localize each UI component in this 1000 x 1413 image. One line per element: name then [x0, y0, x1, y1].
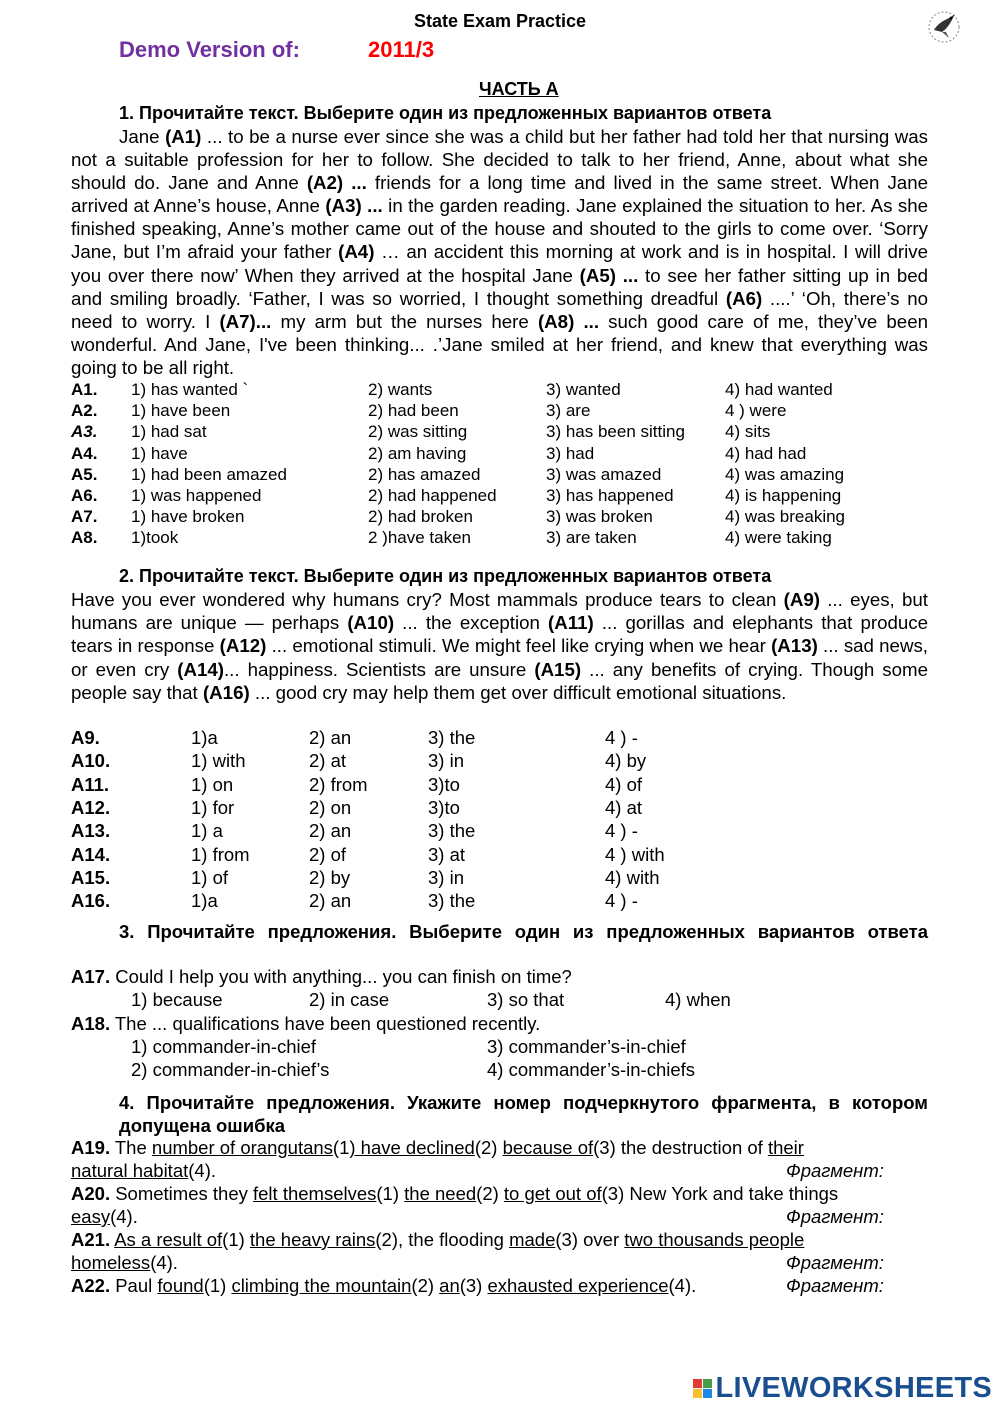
answer-option-4[interactable]: 4 ) were [725, 401, 787, 421]
answer-option-3[interactable]: 3) at [428, 843, 466, 865]
answer-option-2[interactable]: 2) has amazed [368, 464, 481, 484]
question-a21-line-2 [71, 1252, 178, 1274]
answer-option-3[interactable]: 3) the [428, 890, 476, 912]
part-a-title: ЧАСТЬ А [479, 79, 559, 99]
gap-marker: (A14) [177, 658, 224, 680]
a17-option-1[interactable]: 1) because [131, 989, 223, 1010]
a18-option-4[interactable]: 4) commander’s-in-chiefs [487, 1059, 696, 1080]
answer-option-2[interactable]: 2) of [309, 843, 347, 865]
answer-option-3[interactable]: 3)to [428, 796, 460, 818]
answer-option-2[interactable]: 2) on [309, 796, 352, 818]
answer-option-4[interactable]: 4) is happening [725, 486, 842, 505]
answer-option-3[interactable]: 3) wanted [546, 380, 621, 399]
gap-marker: (A11) [548, 612, 594, 634]
question-id: A16. [71, 890, 111, 912]
answer-option-2[interactable]: 2) wants [368, 380, 433, 399]
question-id: A6. [71, 486, 98, 505]
text-segment: Paul [110, 1275, 158, 1296]
question-text: Could I help you with anything... you can finish on time? [110, 966, 572, 987]
question-id: A2. [71, 401, 98, 421]
answer-option-2[interactable]: 2) from [309, 773, 368, 795]
gap-marker: (A1) [165, 126, 202, 147]
question-id: A10. [71, 750, 111, 772]
text-segment: (1) [222, 1229, 250, 1250]
answer-option-1[interactable]: 1) had sat [131, 422, 207, 442]
gap-marker: (A6) [725, 287, 763, 309]
question-id: A19. [71, 1137, 111, 1158]
text-segment: (4). [150, 1252, 178, 1273]
text-segment: ... the exception [394, 612, 549, 634]
answer-option-1[interactable]: 1) for [191, 796, 235, 818]
task-1-text [71, 125, 928, 379]
underlined-fragment: easy [71, 1206, 111, 1227]
demo-version-label: Demo Version of: [119, 37, 300, 62]
text-segment: … an accident this morning at work and is in hospital. I will drive you over there now’ When they arrived at the hospital Jane [71, 241, 928, 286]
gap-marker: (A5) ... [579, 264, 639, 286]
answer-option-2[interactable]: 2) am having [368, 443, 467, 463]
underlined-fragment: made [509, 1229, 556, 1250]
gap-marker: (A2) ... [306, 172, 367, 194]
text-segment: ... eyes, but humans are unique — perhaps [71, 589, 929, 634]
question-text: The ... qualifications have been questioned recently. [110, 1013, 541, 1034]
task-2-heading: 2. Прочитайте текст. Выберите один из предложенных вариантов ответа [119, 566, 772, 586]
underlined-fragment: homeless [71, 1252, 151, 1273]
underlined-fragment: number of orangutans [151, 1137, 333, 1158]
a18-option-1[interactable]: 1) commander-in-chief [131, 1036, 317, 1057]
question-id: A21. [71, 1229, 111, 1250]
answer-option-2[interactable]: 2) at [309, 750, 347, 772]
question-id: A11. [71, 773, 110, 795]
answer-option-4[interactable]: 4) was amazing [725, 464, 845, 484]
answer-option-1[interactable]: 1) a [191, 820, 223, 842]
answer-option-4[interactable]: 4 ) - [605, 727, 638, 748]
a18-option-2[interactable]: 2) commander-in-chief’s [131, 1059, 330, 1080]
question-id: A9. [71, 727, 100, 748]
answer-option-3[interactable]: 3) had [546, 443, 595, 463]
answer-option-4[interactable]: 4 ) with [605, 843, 665, 865]
answer-option-1[interactable]: 1) have been [131, 401, 231, 421]
answer-option-2[interactable]: 2) had happened [368, 486, 497, 505]
answer-option-4[interactable]: 4 ) - [605, 890, 638, 912]
question-a19-line-1 [71, 1137, 804, 1159]
liveworksheets-brand: LIVEWORKSHEETS [715, 1372, 992, 1404]
underlined-fragment: exhausted experience [487, 1275, 669, 1296]
a18-option-3[interactable]: 3) commander’s-in-chief [487, 1036, 686, 1057]
answer-option-1[interactable]: 1) has wanted ` [131, 380, 249, 399]
a17-option-2[interactable]: 2) in case [309, 989, 390, 1010]
answer-option-2[interactable]: 2 )have taken [368, 528, 472, 548]
text-segment: such good care of me, they’ve been wonderful. And Jane, I've been thinking... .’Jane smiled at her friend, and knew that everything was going to be all right. [71, 310, 928, 378]
text-segment: ... emotional stimuli. We might feel like crying when we hear [266, 635, 772, 657]
liveworksheets-icon [693, 1379, 712, 1398]
text-segment: (3) New York and take things [601, 1183, 839, 1204]
text-segment: ... happiness. Scientists are unsure [223, 658, 535, 680]
answer-option-1[interactable]: 1) on [191, 773, 234, 795]
task-1-heading: 1. Прочитайте текст. Выберите один из предложенных вариантов ответа [119, 103, 772, 123]
text-segment: ... to be a nurse ever since she was a child but her father had told her that nursing was not a suitable profession for her to follow. She decided to talk to her friend, Anne, about what she should do. Jane and Anne [71, 126, 928, 194]
gap-marker: (A12) [219, 635, 267, 657]
question-id: A12. [71, 796, 111, 818]
question-id: A20. [71, 1183, 111, 1204]
text-segment: (1 [332, 1137, 350, 1158]
gap-marker: (A8) ... [537, 310, 600, 332]
underlined-fragment: found [157, 1275, 204, 1296]
answer-option-1[interactable]: 1) with [191, 750, 246, 772]
question-a17 [71, 966, 572, 988]
answer-option-3[interactable]: 3) are taken [546, 528, 637, 548]
logo-tile [703, 1389, 712, 1398]
text-segment: ... any benefits of crying. Though some people say that [71, 658, 928, 703]
text-segment: (2) [474, 1137, 503, 1158]
gap-marker: (A4) [338, 241, 375, 263]
text-segment: (1) [203, 1275, 232, 1296]
answer-option-2[interactable]: 2) an [309, 890, 352, 912]
text-segment: to see her father sitting up in bed and smiling broadly. ‘Father, I was so worried, I thought something dreadful [71, 264, 929, 309]
question-id: A13. [71, 820, 111, 842]
answer-option-4[interactable]: 4 ) - [605, 820, 638, 842]
underlined-fragment: natural habitat [71, 1160, 189, 1181]
text-segment: (4). [188, 1160, 217, 1181]
text-segment: in the garden reading. Jane explained the situation to her. As she finished speaking, Anne’s mother came out of the house and shouted to the girls to come over. ‘Sorry Jane, but I’m afraid your father [71, 195, 929, 263]
answer-option-1[interactable]: 1)took [131, 528, 179, 548]
text-segment: (2), the flooding [375, 1229, 510, 1250]
answer-option-2[interactable]: 2) an [309, 820, 352, 842]
text-segment: Sometimes they [110, 1183, 253, 1204]
liveworksheets-logo[interactable] [693, 1372, 993, 1405]
bird-logo-icon [924, 8, 964, 46]
answer-option-2[interactable]: 2) had broken [368, 507, 473, 527]
question-id: A22. [71, 1275, 111, 1296]
answer-option-4[interactable]: 4) sits [725, 422, 771, 442]
task-3-heading: 3. Прочитайте предложения. Выберите один из предложенных вариантов ответа [119, 921, 928, 942]
text-segment: ... gorillas and elephants that produce tears in response [71, 612, 929, 657]
underlined-fragment: felt themselves [253, 1183, 377, 1204]
answer-option-3[interactable]: 3) was broken [546, 507, 653, 527]
answer-option-1[interactable]: 1)a [191, 727, 218, 748]
demo-version-year: 2011/3 [368, 37, 435, 62]
task-4-block [71, 1091, 928, 1137]
text-segment: ... sad news, or even cry [71, 635, 928, 680]
question-id: A1. [71, 380, 98, 399]
a17-option-4[interactable]: 4) when [665, 989, 731, 1010]
question-a20-line-1 [71, 1183, 838, 1205]
text-segment: my arm but the nurses here [271, 310, 538, 332]
answer-option-1[interactable]: 1) of [191, 866, 229, 888]
logo-tile [693, 1389, 702, 1398]
question-a21-line-1 [71, 1229, 804, 1251]
a20-fragment-label[interactable]: Фрагмент: [786, 1206, 884, 1227]
question-id: A8. [71, 528, 98, 548]
question-a22-line-1 [71, 1275, 696, 1297]
answer-option-1[interactable]: 1) from [191, 843, 250, 865]
answer-option-4[interactable]: 4) of [605, 773, 643, 795]
answer-option-2[interactable]: 2) was sitting [368, 422, 468, 442]
underlined-fragment: the need [404, 1183, 477, 1204]
text-segment: (3) [459, 1275, 488, 1296]
question-id: A15. [71, 866, 111, 888]
a17-option-3[interactable]: 3) so that [487, 989, 565, 1010]
gap-marker: (A13) [771, 635, 818, 657]
answer-option-3[interactable]: 3) the [428, 727, 476, 748]
gap-marker: (A15) [534, 658, 582, 680]
question-a19-line-2 [71, 1160, 216, 1182]
answer-option-3[interactable]: 3) are [546, 401, 591, 421]
text-segment: (2) [411, 1275, 440, 1296]
answer-option-1[interactable]: 1) have [131, 443, 188, 463]
answer-option-2[interactable]: 2) by [309, 866, 351, 888]
logo-tile [703, 1379, 712, 1388]
underlined-fragment: an [439, 1275, 460, 1296]
answer-option-2[interactable]: 2) an [309, 727, 352, 748]
question-id: A7. [71, 507, 98, 527]
gap-marker: (A10) [347, 612, 395, 634]
underlined-fragment: because of [502, 1137, 594, 1158]
a21-fragment-label[interactable]: Фрагмент: [786, 1252, 884, 1273]
logo-tile [693, 1379, 702, 1388]
task-2-text [71, 588, 928, 704]
question-id: A3. [71, 422, 98, 442]
question-a18 [71, 1013, 540, 1035]
answer-option-4[interactable]: 4) with [605, 866, 660, 888]
question-id: A5. [71, 464, 98, 484]
underlined-fragment: climbing the mountain [231, 1275, 412, 1296]
answer-option-3[interactable]: 3) in [428, 750, 464, 772]
question-id: A18. [71, 1013, 111, 1034]
answer-option-4[interactable]: 4) was breaking [725, 507, 846, 527]
question-id: A14. [71, 843, 111, 865]
text-segment: Jane [119, 126, 166, 147]
text-segment: (3) the destruction of [593, 1137, 768, 1158]
answer-option-4[interactable]: 4) had wanted [725, 380, 833, 399]
answer-option-4[interactable]: 4) by [605, 750, 647, 772]
answer-option-3[interactable]: 3) was amazed [546, 464, 662, 484]
underlined-fragment: the heavy rains [249, 1229, 376, 1250]
answer-option-4[interactable]: 4) at [605, 796, 643, 818]
text-segment: The [110, 1137, 152, 1158]
answer-option-1[interactable]: 1)a [191, 890, 218, 912]
text-segment: ....’ ‘Oh, there’s no need to worry. I [71, 287, 928, 332]
underlined-fragment: ) have declined [349, 1137, 475, 1158]
answer-option-2[interactable]: 2) had been [368, 401, 459, 421]
underlined-fragment: their [767, 1137, 804, 1158]
answer-option-1[interactable]: 1) had been amazed [131, 464, 287, 484]
text-segment: (3) over [555, 1229, 625, 1250]
question-id: A4. [71, 443, 98, 463]
text-segment: ... good cry may help them get over difficult emotional situations. [249, 681, 787, 703]
task-4-heading: 4. Прочитайте предложения. Укажите номер подчеркнутого фрагмента, в котором допущена ошибка [119, 1092, 928, 1137]
a19-fragment-label[interactable]: Фрагмент: [786, 1160, 884, 1181]
answer-option-3[interactable]: 3) has been sitting [546, 422, 685, 442]
answer-option-3[interactable]: 3)to [428, 773, 460, 795]
underlined-fragment: to get out of [503, 1183, 602, 1204]
question-a20-line-2 [71, 1206, 138, 1228]
gap-marker: (A3) ... [325, 195, 383, 217]
answer-option-3[interactable]: 3) in [428, 866, 464, 888]
task-3-block [71, 920, 928, 943]
text-segment: Have you ever wondered why humans cry? Most mammals produce tears to clean [71, 589, 784, 610]
text-segment: (1) [376, 1183, 405, 1204]
gap-marker: (A16) [202, 681, 250, 703]
text-segment: (2) [476, 1183, 504, 1204]
underlined-fragment: two thousands people [624, 1229, 805, 1250]
text-segment: (4). [110, 1206, 138, 1227]
answer-option-4[interactable]: 4) were taking [725, 528, 832, 548]
answer-option-1[interactable]: 1) have broken [131, 507, 245, 527]
text-segment: (4). [668, 1275, 697, 1296]
page-header-title: State Exam Practice [413, 11, 587, 31]
a22-fragment-label[interactable]: Фрагмент: [786, 1275, 884, 1296]
answer-option-4[interactable]: 4) had had [725, 443, 807, 463]
underlined-fragment: As a result of [114, 1229, 223, 1250]
question-id: A17. [71, 966, 111, 987]
answer-option-1[interactable]: 1) was happened [131, 486, 262, 505]
answer-option-3[interactable]: 3) the [428, 820, 476, 842]
text-segment: friends for a long time and lived in the same street. When Jane arrived at Anne’s house, Anne [71, 172, 928, 217]
answer-option-3[interactable]: 3) has happened [546, 486, 674, 505]
gap-marker: (A9) [783, 589, 820, 610]
gap-marker: (A7)... [219, 310, 272, 332]
